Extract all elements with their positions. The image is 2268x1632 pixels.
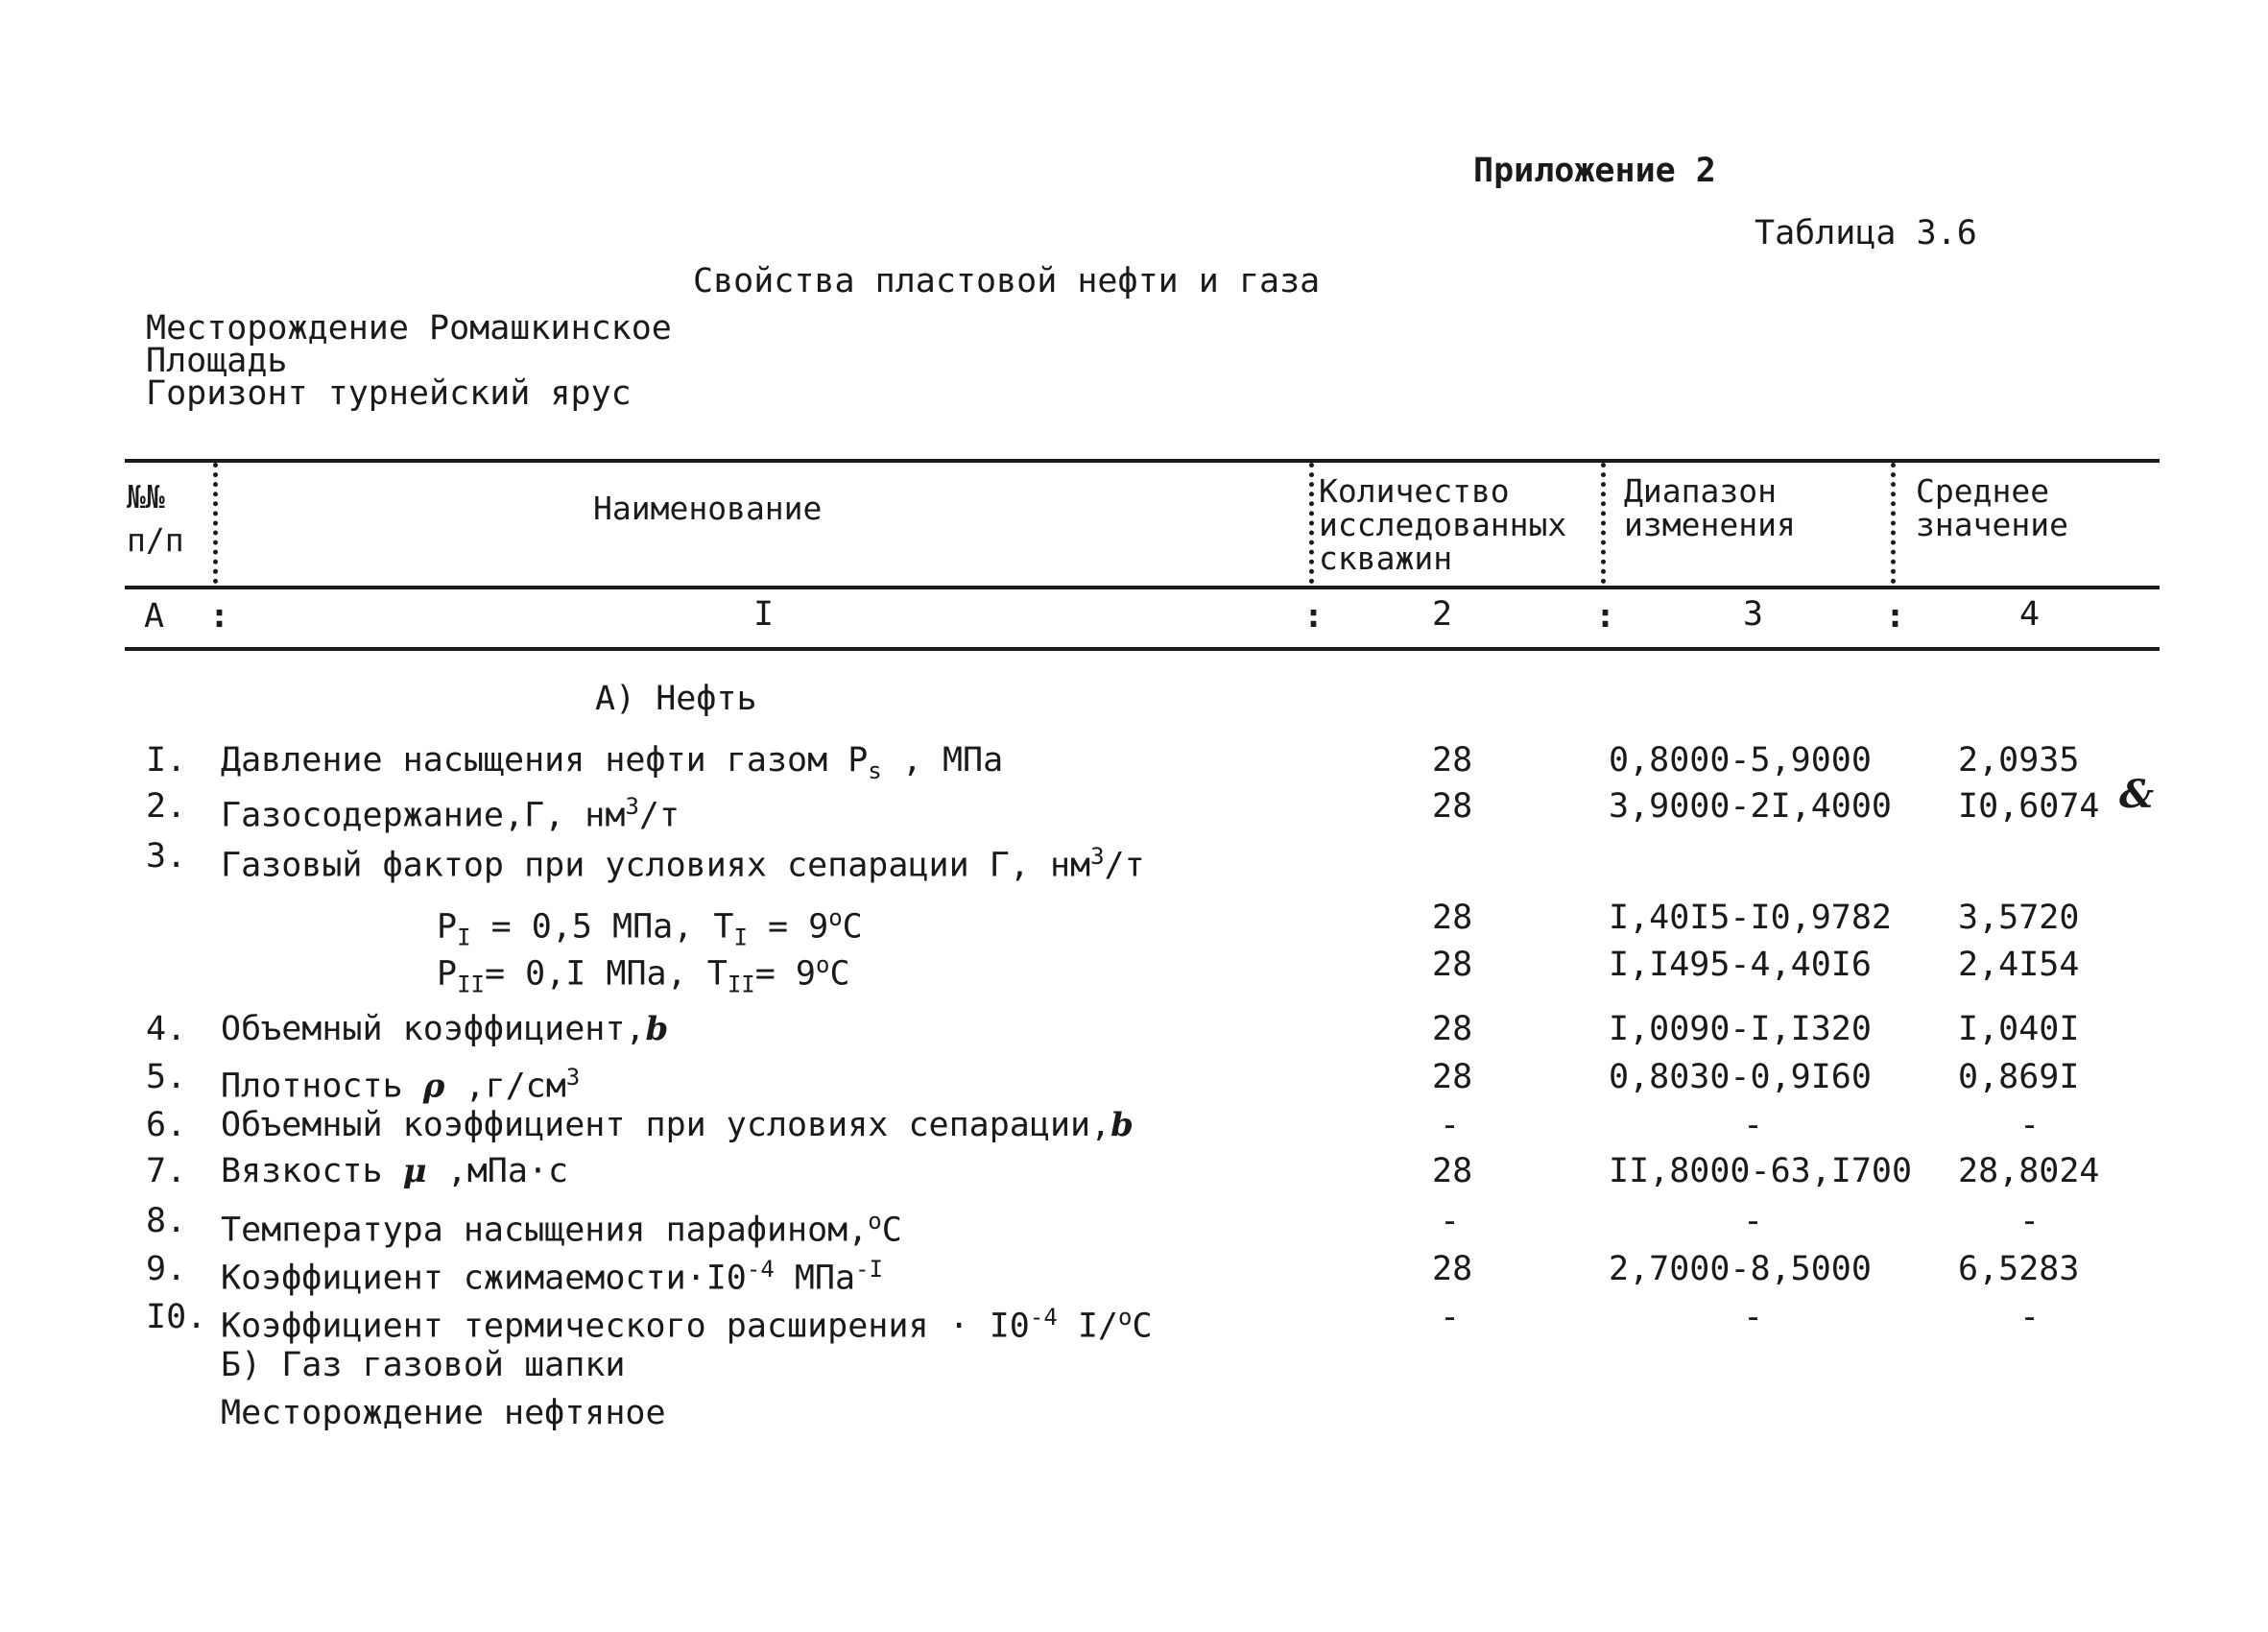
- header-range-l2: изменения: [1624, 506, 1796, 543]
- row-range: II,8000-63,I700: [1609, 1152, 1913, 1190]
- row-count: -: [1440, 1298, 1461, 1336]
- row-number: 4.: [146, 1010, 187, 1048]
- b-symbol-icon: b: [645, 1010, 669, 1048]
- row-number: I.: [146, 741, 187, 780]
- header-name: Наименование: [593, 490, 823, 527]
- row-count: 28: [1432, 741, 1473, 780]
- row-count: 28: [1432, 1152, 1473, 1190]
- horizon-name: Горизонт турнейский ярус: [146, 374, 632, 413]
- handwritten-mark: &: [2119, 772, 2155, 817]
- colnum-3: 3: [1743, 595, 1764, 634]
- header-avg-l1: Среднее: [1916, 472, 2050, 510]
- row-count: 28: [1432, 787, 1473, 826]
- colnum-sep: :: [1595, 597, 1616, 636]
- colnum-sep: :: [1885, 597, 1906, 636]
- header-count-l3: скважин: [1319, 540, 1453, 577]
- row-range: 0,8030-0,9I60: [1609, 1058, 1872, 1096]
- header-num-l1: №№: [127, 478, 165, 516]
- section-oil: А) Нефть: [595, 680, 757, 718]
- row-name: Коэффициент термического расширения · $I0^{-4}$ I/$^o$C: [221, 1304, 1153, 1346]
- colnum-4: 4: [2019, 595, 2041, 634]
- row-name: $P_I = 0,5$ МПа, $T_I = 9^oC$: [437, 904, 863, 951]
- row-name: Плотность ρ $,г/см^3$: [221, 1064, 581, 1106]
- row-avg: 2,0935: [1958, 741, 2080, 780]
- row-avg: -: [2019, 1202, 2041, 1240]
- row-name: Объемный коэффициент,b: [221, 1010, 669, 1048]
- row-count: 28: [1432, 1250, 1473, 1288]
- row-number: 2.: [146, 787, 187, 826]
- row-avg: 28,8024: [1958, 1152, 2100, 1190]
- page-title: Свойства пластовой нефти и газа: [693, 262, 1321, 300]
- row-count: -: [1440, 1106, 1461, 1144]
- area-name: Площадь: [146, 342, 288, 380]
- table-label: Таблица 3.6: [1755, 214, 1977, 252]
- row-name: Объемный коэффициент при условиях сепарации,b: [221, 1106, 1134, 1144]
- row-count: -: [1440, 1202, 1461, 1240]
- colnum-sep: :: [209, 597, 230, 636]
- row-name: Газосодержание,Г, $нм^3/т$: [221, 793, 680, 835]
- row-number: I0.: [146, 1298, 207, 1336]
- row-range: -: [1743, 1106, 1764, 1144]
- row-range: -: [1743, 1298, 1764, 1336]
- row-count: 28: [1432, 1010, 1473, 1048]
- row-range: 3,9000-2I,4000: [1609, 787, 1893, 826]
- row-count: 28: [1432, 1058, 1473, 1096]
- colnum-a: А: [144, 597, 165, 636]
- row-avg: 3,5720: [1958, 899, 2080, 937]
- appendix-label: Приложение 2: [1473, 152, 1716, 190]
- row-count: 28: [1432, 946, 1473, 984]
- row-name: Коэффициент $сжимаемости\cdot I0^{-4}$ МПа$^{-I}$: [221, 1256, 883, 1298]
- header-num-l2: п/п: [127, 521, 184, 559]
- b-symbol-icon: b: [1110, 1106, 1134, 1144]
- row-number: 5.: [146, 1058, 187, 1096]
- row-name: $P_{II}= 0,I$ МПа, $T_{II}= 9^oC$: [437, 951, 850, 998]
- col-sep-1: [213, 463, 218, 584]
- row-range: 2,7000-8,5000: [1609, 1250, 1872, 1288]
- gas-field-name: Месторождение нефтяное: [221, 1394, 666, 1432]
- row-name: Вязкость μ ,мПа·с: [221, 1152, 569, 1190]
- row-avg: 0,869I: [1958, 1058, 2080, 1096]
- row-range: I,0090-I,I320: [1609, 1010, 1872, 1048]
- header-count-l2: исследованных: [1319, 506, 1567, 543]
- col-sep-2: [1309, 463, 1314, 584]
- row-range: I,40I5-I0,9782: [1609, 899, 1893, 937]
- header-count-l1: Количество: [1319, 472, 1510, 510]
- col-sep-3: [1601, 463, 1606, 584]
- row-number: 3.: [146, 837, 187, 876]
- row-name: Давление насыщения нефти газом $P_s$ , МПа: [221, 741, 1004, 784]
- header-bottom-rule: [125, 586, 2160, 589]
- row-number: 8.: [146, 1202, 187, 1240]
- row-range: -: [1743, 1202, 1764, 1240]
- header-range-l1: Диапазон: [1624, 472, 1777, 510]
- col-sep-4: [1891, 463, 1896, 584]
- row-number: 6.: [146, 1106, 187, 1144]
- header-avg-l2: значение: [1916, 506, 2068, 543]
- row-name: Газовый фактор при условиях сепарации Г, $нм^3/т$: [221, 843, 1145, 885]
- section-gas: Б) Газ газовой шапки: [221, 1346, 626, 1384]
- colnum-bottom-rule: [125, 647, 2160, 651]
- row-avg: 6,5283: [1958, 1250, 2080, 1288]
- row-name: Температура насыщения парафином,$^o$C: [221, 1208, 902, 1250]
- row-avg: I0,6074: [1958, 787, 2100, 826]
- row-number: 9.: [146, 1250, 187, 1288]
- table-top-rule: [125, 459, 2160, 463]
- field-name: Месторождение Ромашкинское: [146, 309, 672, 348]
- row-avg: -: [2019, 1298, 2041, 1336]
- row-avg: I,040I: [1958, 1010, 2080, 1048]
- colnum-1: I: [753, 595, 775, 634]
- row-number: 7.: [146, 1152, 187, 1190]
- row-avg: 2,4I54: [1958, 946, 2080, 984]
- row-count: 28: [1432, 899, 1473, 937]
- row-avg: -: [2019, 1106, 2041, 1144]
- row-range: 0,8000-5,9000: [1609, 741, 1872, 780]
- colnum-sep: :: [1303, 597, 1325, 636]
- row-range: I,I495-4,40I6: [1609, 946, 1872, 984]
- mu-symbol-icon: μ: [402, 1152, 427, 1190]
- colnum-2: 2: [1432, 595, 1453, 634]
- rho-symbol-icon: ρ: [422, 1067, 445, 1106]
